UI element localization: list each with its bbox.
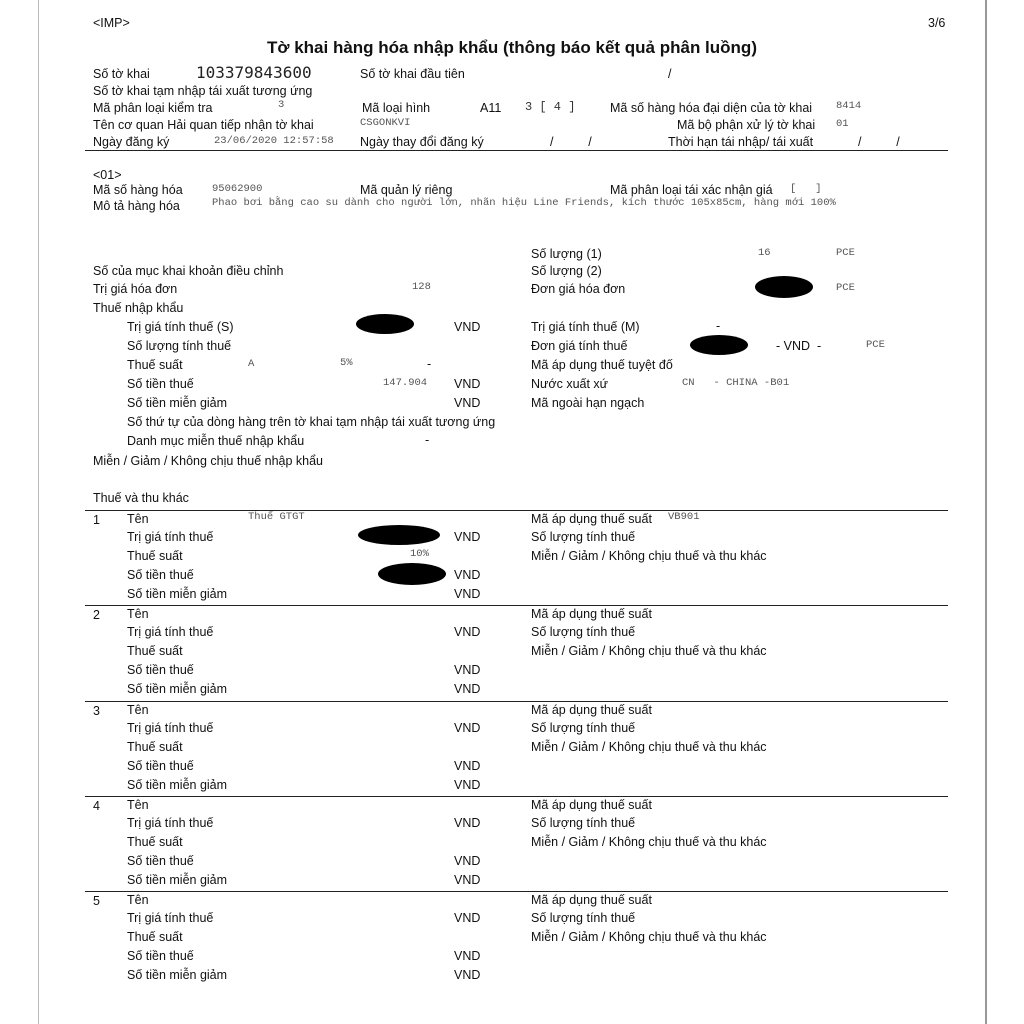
divider bbox=[85, 150, 948, 151]
value: [ ] bbox=[790, 183, 822, 195]
page-edge-right bbox=[985, 0, 987, 1024]
label: Tên bbox=[127, 893, 149, 908]
label: Số tiền thuế bbox=[127, 949, 194, 964]
tax-name: Thuế GTGT bbox=[248, 511, 305, 523]
label: Thuế suất bbox=[127, 644, 183, 659]
label: Mã phân loại kiểm tra bbox=[93, 101, 213, 115]
label: Thuế suất bbox=[127, 930, 183, 945]
label: Trị giá tính thuế bbox=[127, 911, 214, 926]
value: 23/06/2020 12:57:58 bbox=[214, 135, 334, 147]
value: PCE bbox=[836, 282, 855, 294]
label: Số tờ khai đầu tiên bbox=[360, 67, 465, 81]
value: / / bbox=[550, 135, 592, 149]
label: Trị giá tính thuế (S) bbox=[127, 320, 234, 334]
label: Tên bbox=[127, 797, 149, 812]
label: Trị giá tính thuế bbox=[127, 530, 214, 544]
label: Mã loại hình bbox=[362, 101, 431, 115]
value: 95062900 bbox=[212, 183, 263, 195]
declaration-number: 103379843600 bbox=[196, 63, 312, 82]
tax-code: VB901 bbox=[668, 511, 700, 523]
label: Số lượng (1) bbox=[531, 247, 602, 261]
label: Số tiền thuế bbox=[127, 568, 194, 582]
label: Số của mục khai khoản điều chỉnh bbox=[93, 264, 284, 278]
goods-description: Phao bơi bằng cao su dành cho người lớn, nhãn hiệu Line Friends, kích thước 105x85cm, hàng mới 100% bbox=[212, 197, 836, 209]
label: Số lượng tính thuế bbox=[531, 911, 636, 926]
label: Mã áp dụng thuế suất bbox=[531, 607, 652, 622]
label: Danh mục miễn thuế nhập khẩu bbox=[127, 434, 305, 448]
label: Số lượng tính thuế bbox=[531, 720, 636, 735]
label: Số tiền thuế bbox=[127, 758, 194, 773]
redaction-mark bbox=[690, 335, 748, 355]
redaction-mark bbox=[358, 525, 440, 545]
section-label: Thuế nhập khẩu bbox=[93, 301, 184, 315]
label: Số lượng tính thuế bbox=[531, 625, 636, 640]
value: - bbox=[425, 433, 430, 447]
label: Số tiền miễn giảm bbox=[127, 777, 228, 792]
label: Ngày đăng ký bbox=[93, 135, 170, 149]
redaction-mark bbox=[378, 563, 446, 585]
label: Ngày thay đổi đăng ký bbox=[360, 135, 484, 149]
label: Thuế suất bbox=[127, 834, 183, 849]
redaction-mark bbox=[356, 314, 414, 334]
tax-row-number: 5 bbox=[93, 894, 100, 909]
unit: VND bbox=[454, 777, 481, 792]
label: Miễn / Giảm / Không chịu thuế và thu khác bbox=[531, 549, 767, 563]
label: Thuế suất bbox=[127, 358, 183, 372]
label: Mã ngoài hạn ngạch bbox=[531, 396, 645, 410]
tax-row-number: 3 bbox=[93, 703, 100, 718]
tax-row-number: 2 bbox=[93, 608, 100, 623]
tax-row-number: 1 bbox=[93, 513, 100, 527]
label: Số tiền miễn giảm bbox=[127, 682, 228, 697]
label: Mã bộ phận xử lý tờ khai bbox=[677, 118, 816, 132]
unit: VND bbox=[454, 625, 481, 640]
value: 8414 bbox=[836, 100, 862, 112]
value: 5% bbox=[340, 357, 353, 369]
value: CSGONKVI bbox=[360, 117, 411, 129]
label: Mã áp dụng thuế suất bbox=[531, 797, 652, 812]
label: Số lượng tính thuế bbox=[531, 815, 636, 830]
unit: VND bbox=[454, 587, 481, 601]
divider bbox=[85, 796, 948, 797]
unit: VND bbox=[454, 911, 481, 926]
unit: VND bbox=[454, 530, 481, 544]
label: Đơn giá hóa đơn bbox=[531, 282, 626, 296]
label: Số tiền miễn giảm bbox=[127, 968, 228, 983]
label: Mô tả hàng hóa bbox=[93, 199, 180, 213]
label: Miễn / Giảm / Không chịu thuế nhập khẩu bbox=[93, 454, 324, 468]
label: Số tiền miễn giảm bbox=[127, 872, 228, 887]
page-title: Tờ khai hàng hóa nhập khẩu (thông báo kết quả phân luồng) bbox=[267, 38, 757, 57]
unit: VND bbox=[454, 758, 481, 773]
page-edge-left bbox=[38, 0, 39, 1024]
label: Số tờ khai bbox=[93, 67, 150, 81]
label: Trị giá tính thuế bbox=[127, 815, 214, 830]
label: Trị giá tính thuế (M) bbox=[531, 320, 640, 334]
value: - bbox=[716, 319, 721, 333]
value: 147.904 bbox=[383, 377, 428, 389]
page-number: 3/6 bbox=[928, 16, 946, 30]
value: PCE bbox=[866, 339, 885, 351]
unit: VND bbox=[454, 720, 481, 735]
label: Mã áp dụng thuế tuyệt đố bbox=[531, 358, 673, 372]
label: Số lượng tính thuế bbox=[127, 339, 232, 353]
label: Miễn / Giảm / Không chịu thuế và thu khác bbox=[531, 739, 767, 754]
label: Thuế suất bbox=[127, 739, 183, 754]
label: Miễn / Giảm / Không chịu thuế và thu khác bbox=[531, 834, 767, 849]
value: / bbox=[668, 67, 672, 81]
label: Số tờ khai tạm nhập tái xuất tương ứng bbox=[93, 84, 313, 98]
unit: VND bbox=[454, 853, 481, 868]
label: Trị giá tính thuế bbox=[127, 720, 214, 735]
label: Mã số hàng hóa đại diện của tờ khai bbox=[610, 101, 813, 115]
value: PCE bbox=[836, 247, 855, 259]
unit: VND bbox=[454, 663, 481, 678]
label: Nước xuất xứ bbox=[531, 377, 609, 391]
unit: VND bbox=[454, 949, 481, 964]
unit: VND bbox=[454, 682, 481, 697]
divider bbox=[85, 701, 948, 702]
label: Mã quản lý riêng bbox=[360, 183, 453, 197]
value: / / bbox=[858, 135, 900, 149]
unit: VND bbox=[454, 568, 481, 582]
label: Tên bbox=[127, 512, 149, 526]
divider bbox=[85, 891, 948, 892]
doc-tag: <IMP> bbox=[93, 16, 130, 30]
unit: VND bbox=[454, 396, 481, 410]
divider bbox=[85, 510, 948, 511]
label: Thuế suất bbox=[127, 549, 183, 563]
label: Miễn / Giảm / Không chịu thuế và thu khác bbox=[531, 930, 767, 945]
value: - VND - bbox=[776, 339, 822, 353]
label: Số lượng tính thuế bbox=[531, 530, 636, 544]
unit: VND bbox=[454, 320, 481, 334]
label: Tên cơ quan Hải quan tiếp nhận tờ khai bbox=[93, 118, 314, 132]
tax-rate: 10% bbox=[410, 548, 429, 560]
label: Mã phân loại tái xác nhận giá bbox=[610, 183, 773, 197]
item-index: <01> bbox=[93, 168, 122, 182]
label: Trị giá hóa đơn bbox=[93, 282, 178, 296]
label: Số tiền miễn giảm bbox=[127, 587, 228, 601]
label: Số tiền thuế bbox=[127, 663, 194, 678]
label: Trị giá tính thuế bbox=[127, 625, 214, 640]
unit: VND bbox=[454, 872, 481, 887]
label: Tên bbox=[127, 702, 149, 717]
label: Thời hạn tái nhập/ tái xuất bbox=[668, 135, 814, 149]
label: Mã áp dụng thuế suất bbox=[531, 702, 652, 717]
value: 01 bbox=[836, 118, 849, 130]
value: 16 bbox=[758, 247, 771, 259]
divider bbox=[85, 605, 948, 606]
redaction-mark bbox=[755, 276, 813, 298]
value: 3 [ 4 ] bbox=[525, 100, 576, 114]
value: 128 bbox=[412, 281, 431, 293]
label: Số thứ tự của dòng hàng trên tờ khai tạm nhập tái xuất tương ứng bbox=[127, 415, 496, 429]
value: 3 bbox=[278, 99, 285, 111]
label: Mã áp dụng thuế suất bbox=[531, 893, 652, 908]
value: A11 bbox=[480, 101, 502, 115]
label: Số tiền miễn giảm bbox=[127, 396, 228, 410]
label: Đơn giá tính thuế bbox=[531, 339, 628, 353]
label: Mã số hàng hóa bbox=[93, 183, 183, 197]
unit: VND bbox=[454, 968, 481, 983]
label: Số tiền thuế bbox=[127, 853, 194, 868]
tax-row-number: 4 bbox=[93, 798, 100, 813]
label: Số lượng (2) bbox=[531, 264, 602, 278]
value: CN - CHINA -B01 bbox=[682, 377, 790, 389]
label: Miễn / Giảm / Không chịu thuế và thu khác bbox=[531, 644, 767, 659]
value: A bbox=[248, 358, 255, 370]
unit: VND bbox=[454, 377, 481, 391]
section-label: Thuế và thu khác bbox=[93, 491, 189, 505]
label: Mã áp dụng thuế suất bbox=[531, 512, 652, 526]
value: - bbox=[427, 357, 432, 371]
label: Số tiền thuế bbox=[127, 377, 194, 391]
label: Tên bbox=[127, 607, 149, 622]
unit: VND bbox=[454, 815, 481, 830]
